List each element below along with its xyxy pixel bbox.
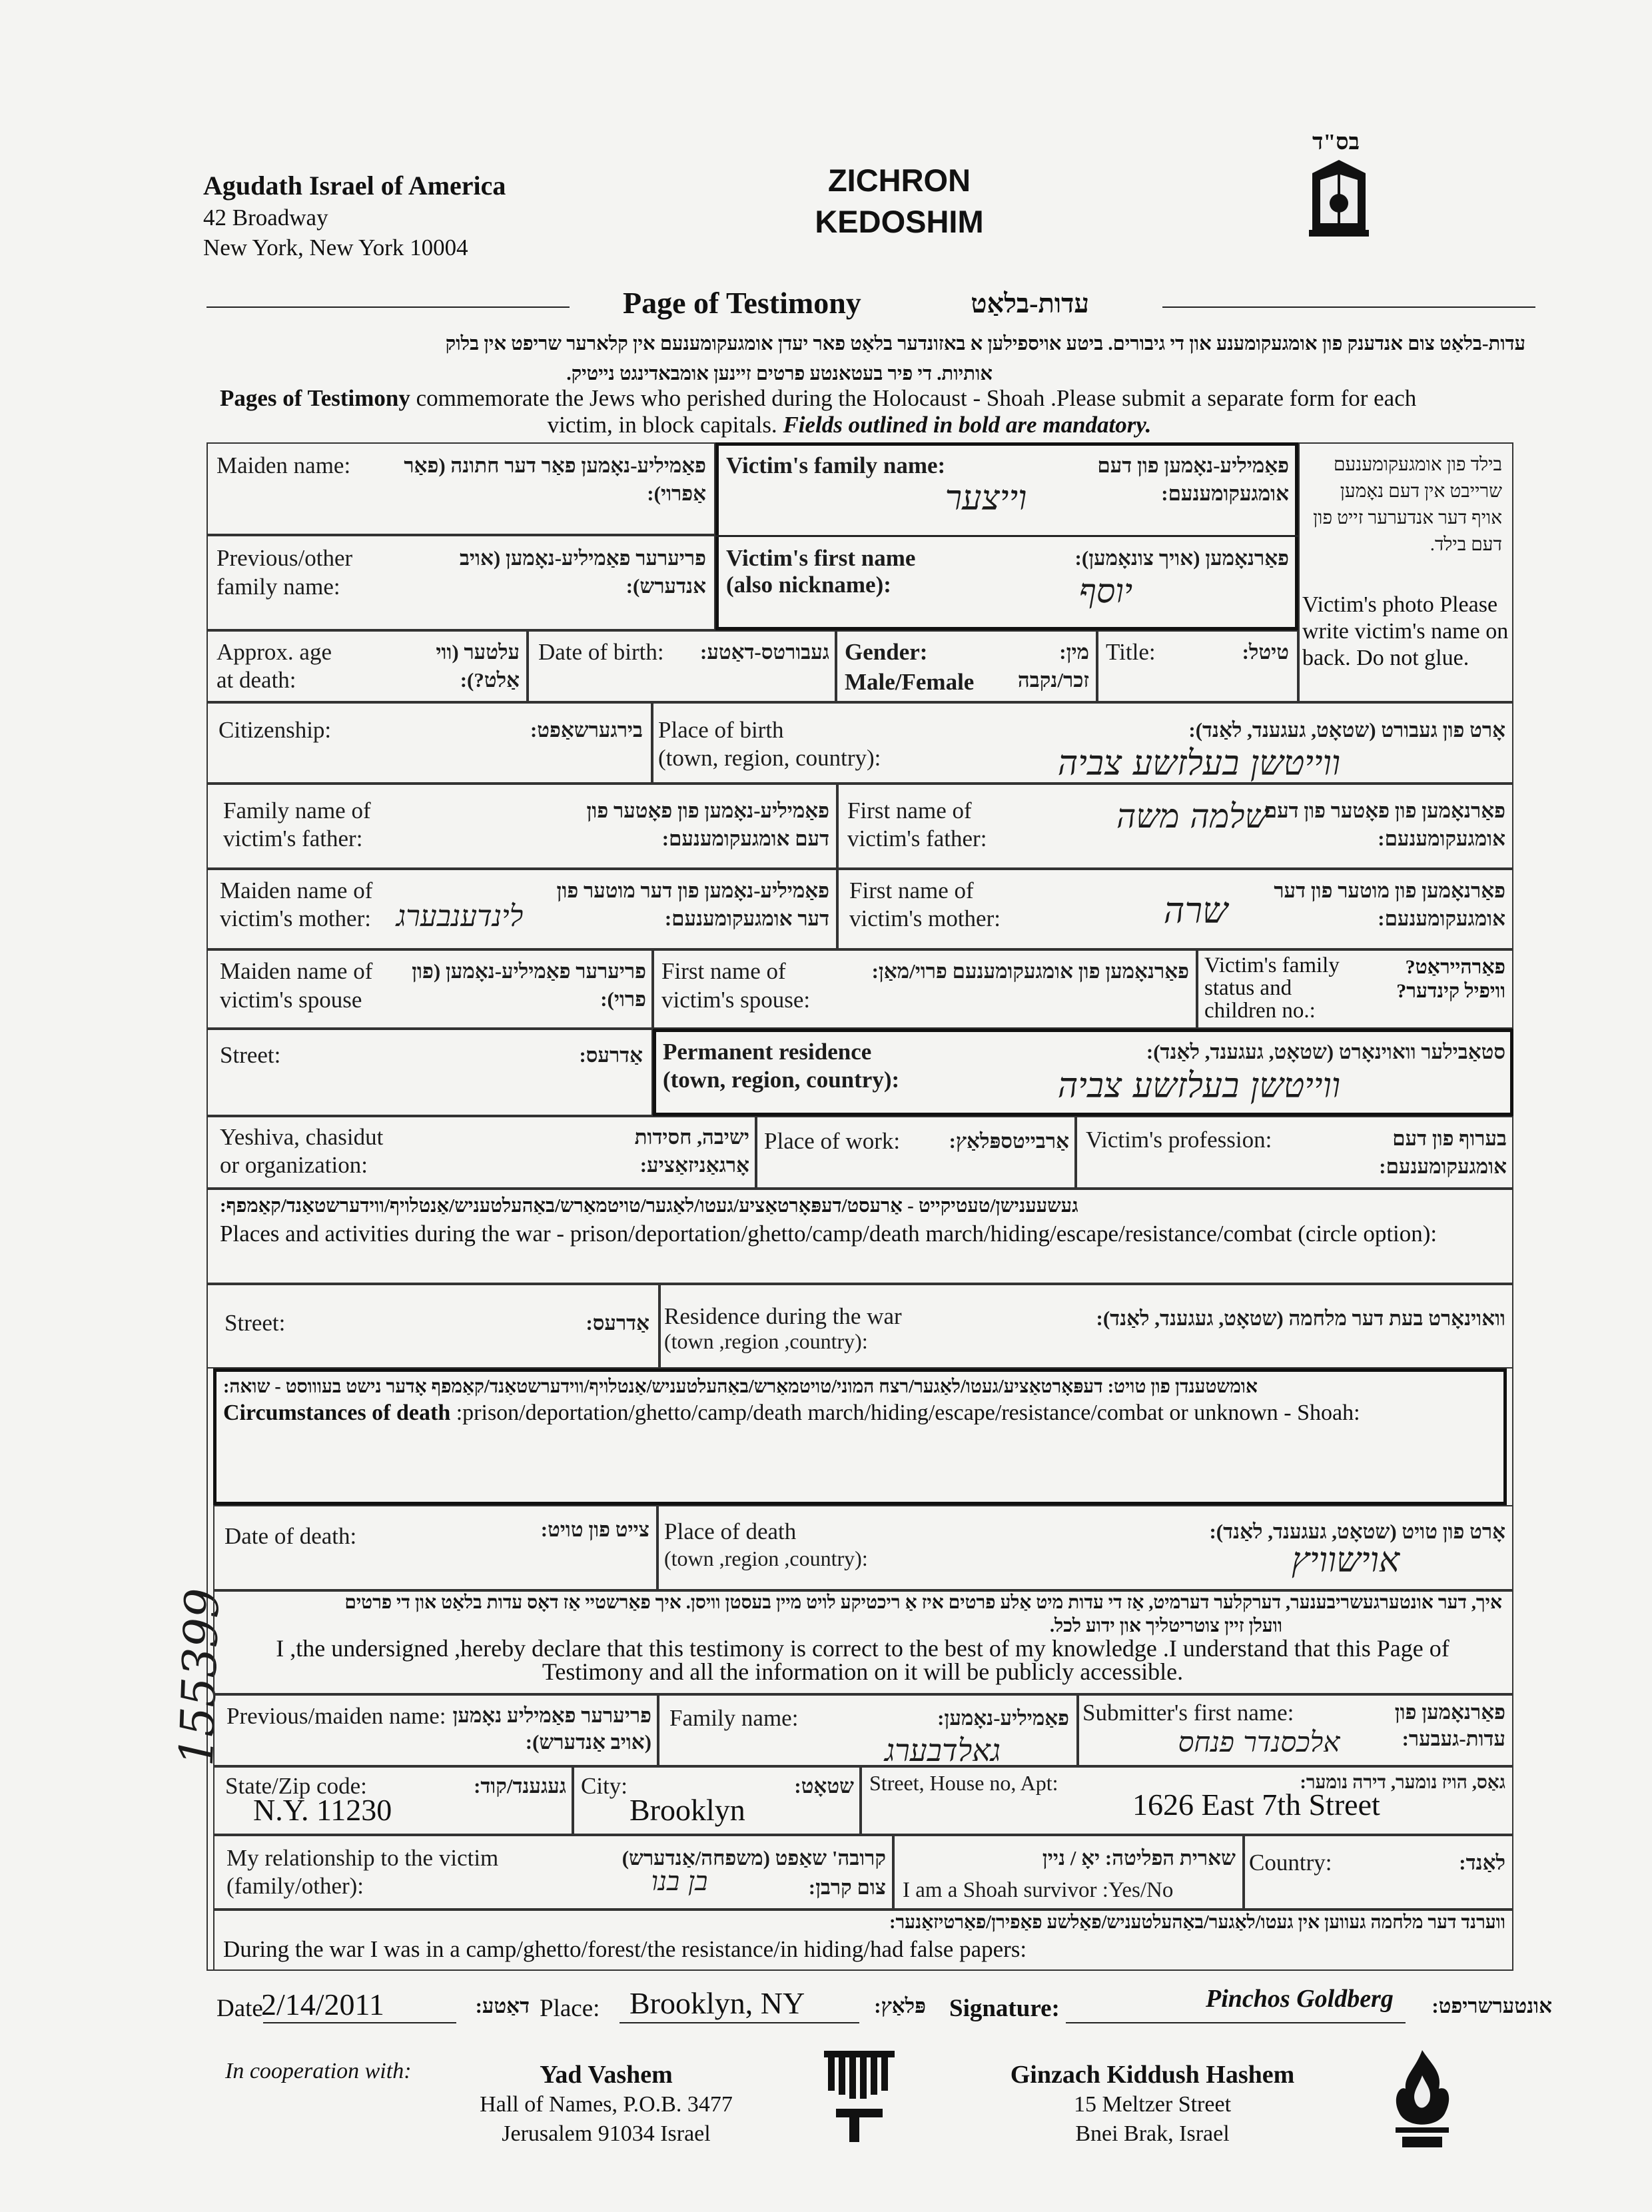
- place-of-work-label: Place of work:: [764, 1128, 901, 1154]
- yeshiva-hebrew: ישיבה, חסידות אָרגאַניזאַציע:: [634, 1125, 749, 1177]
- page-title-hebrew: עדות-בלאַט: [971, 288, 1089, 318]
- relationship-label1: My relationship to the victim: [226, 1845, 499, 1871]
- state-zip-hebrew: געגענד/קוד:: [474, 1774, 566, 1798]
- victim-photo-hebrew: בילד פון אומגעקומענעם שרייבט אין דעם נאָמען אויף דער אנדערער זייט פון דעם בילד.: [1313, 454, 1502, 555]
- title-zichron: ZICHRON: [827, 163, 971, 198]
- date-of-death-label: Date of death:: [224, 1523, 357, 1549]
- place-of-birth-label1: Place of birth: [658, 717, 784, 743]
- submitter-war-label: During the war I was in a camp/ghetto/forest/the resistance/in hiding/had false papers:: [223, 1936, 1027, 1962]
- title-hebrew: טיטל:: [1242, 640, 1289, 664]
- signature-value[interactable]: Pinchos Goldberg: [1206, 1985, 1394, 2013]
- city-value[interactable]: Brooklyn: [629, 1793, 745, 1827]
- relationship-hebrew1: קרובה' שאַפט (משפחה/אַנדערש): [621, 1846, 886, 1870]
- country-label: Country:: [1249, 1850, 1332, 1876]
- date-label: Date: [216, 1995, 263, 2022]
- spouse-maiden-name-label1: Maiden name of: [220, 958, 373, 984]
- place-of-death-label1: Place of death: [664, 1518, 797, 1544]
- citizenship-label: Citizenship:: [218, 717, 332, 743]
- war-residence-hebrew: וואוינאָרט בעת דער מלחמה (שטאָט, געגענד, לאַנד):: [1096, 1307, 1505, 1330]
- intro-hebrew-line2: אותיות. די פיר בעטאנטע פרטים זיינען אומבאדינגט נייטיק.: [566, 363, 993, 384]
- cooperation-label: In cooperation with:: [225, 2059, 412, 2083]
- mother-first-name-label1: First name of: [849, 877, 974, 903]
- submitter-first-name-label: Submitter's first name:: [1082, 1700, 1294, 1726]
- ginzach-flame-logo-icon: [1386, 2049, 1459, 2152]
- war-activities-label: Places and activities during the war - prison/deportation/ghetto/camp/death march/hiding/escape/resistance/combat (circle option):: [220, 1221, 1438, 1247]
- mother-first-name-hebrew: פאַרנאָמען פון מוטער פון דער אומגעקומענעם:: [1274, 879, 1505, 930]
- spouse-maiden-name-label2: victim's spouse: [220, 987, 362, 1013]
- father-first-name-value[interactable]: שלמה משה: [1116, 797, 1268, 835]
- permanent-residence-label2: (town, region, country):: [663, 1067, 900, 1093]
- family-status-hebrew: פאַרהייראַט? וויפיל קינדער?: [1396, 956, 1505, 1002]
- submitter-family-name-hebrew: פאַמיליע-נאָמען:: [937, 1706, 1069, 1730]
- previous-family-name-label1: Previous/other: [216, 545, 353, 571]
- gender-hebrew: מין: זכר/נקבה: [1017, 640, 1089, 692]
- place-of-birth-hebrew: אָרט פון געבורט (שטאָט, געגענד, לאַנד):: [1188, 718, 1505, 742]
- circumstances-hebrew: אומשטענדן פון טויט: דעפּאָרטאַציע/געטו/לאַגער/רצח המוני/טויטמאַרש/באַהעלטעניש/אַנטלויף/ווידערשטאַנד/קאַמפף אָדער נישט בעוווסט - שואה:: [223, 1377, 1258, 1397]
- permanent-residence-label1: Permanent residence: [663, 1039, 872, 1065]
- circumstances-label: Circumstances of death :prison/deportation/ghetto/camp/death march/hiding/escape/resistance/combat or unknown - Shoah:: [223, 1400, 1360, 1425]
- street-hebrew: אַדרעס:: [579, 1043, 643, 1067]
- age-label1: Approx. age: [216, 639, 332, 665]
- submitter-street-label: Street, House no, Apt:: [869, 1771, 1058, 1795]
- submitter-street-value[interactable]: 1626 East 7th Street: [1132, 1788, 1380, 1822]
- signature-hebrew: אונטערשריפט:: [1432, 1994, 1552, 2017]
- yad-vashem-address1: Hall of Names, P.O.B. 3477: [480, 2092, 733, 2117]
- declaration-hebrew-line1: איך, דער אונטערגעשריבענער, דערקלער דערמיט, אַז די עדות מיט אַלע פרטים איז אַ ריכטיקע לויט מיין בעסטן וויסן. איך פאַרשטיי אַז דאָס עדות בלאַט און די פרטים: [344, 1592, 1502, 1613]
- page-title: Page of Testimony: [623, 286, 861, 320]
- father-family-name-hebrew: פאַמיליע-נאָמען פון פאָטער פון דעם אומגעקומענעם:: [586, 799, 829, 850]
- mother-maiden-name-value[interactable]: לינדענבערג: [396, 899, 524, 933]
- place-of-death-label2: (town ,region ,country):: [664, 1546, 868, 1570]
- father-first-name-label2: victim's father:: [847, 826, 987, 851]
- place-of-work-hebrew: אַרבייטספּלאַץ:: [949, 1129, 1069, 1153]
- place-of-death-value[interactable]: אוישוויץ: [1291, 1540, 1400, 1580]
- ginzach-address2: Bnei Brak, Israel: [1075, 2121, 1230, 2146]
- permanent-residence-value[interactable]: ווייטשן בעלזשע צביה: [1057, 1066, 1341, 1106]
- signature-label: Signature:: [949, 1995, 1060, 2022]
- submitter-family-name-label: Family name:: [669, 1705, 799, 1731]
- father-first-name-hebrew: פאַרנאָמען פון פאָטער פון דעם אומגעקומענעם:: [1264, 799, 1505, 850]
- relationship-hebrew2: צום קרבן:: [808, 1876, 886, 1899]
- war-street-hebrew: אַדרעס:: [586, 1311, 649, 1335]
- relationship-value[interactable]: בן בנו: [651, 1866, 708, 1897]
- yeshiva-label1: Yeshiva, chasidut: [220, 1124, 384, 1150]
- gender-label2: Male/Female: [845, 669, 975, 695]
- spouse-maiden-name-hebrew: פריערער פאַמיליע-נאָמען (פון פרוי):: [412, 959, 646, 1011]
- ginzach-name: Ginzach Kiddush Hashem: [1010, 2061, 1295, 2089]
- victim-first-name-label2: (also nickname):: [726, 572, 891, 598]
- relationship-label2: (family/other):: [226, 1873, 364, 1899]
- father-first-name-label1: First name of: [847, 798, 972, 824]
- victim-family-name-label: Victim's family name:: [726, 452, 946, 478]
- org-name: Agudath Israel of America: [203, 171, 506, 201]
- state-zip-value[interactable]: N.Y. 11230: [253, 1793, 392, 1827]
- spouse-first-name-hebrew: פאַרנאָמען פון אומגעקומענעם פרוי/מאַן:: [871, 959, 1189, 983]
- place-of-death-hebrew: אָרט פון טויט (שטאָט, געגענד, לאַנד):: [1209, 1520, 1505, 1543]
- submitter-previous-name-label: Previous/maiden name:: [226, 1703, 446, 1729]
- header-rule-left: [206, 306, 570, 308]
- declaration-english-line2: Testimony and all the information on it will be publicly accessible.: [542, 1658, 1184, 1685]
- spouse-first-name-label2: victim's spouse:: [661, 987, 811, 1013]
- bsd-mark: בס"ד: [1312, 130, 1360, 155]
- date-hebrew: דאַטע:: [475, 1994, 530, 2017]
- family-status-label: Victim's family status and children no.:: [1204, 953, 1340, 1023]
- profession-label: Victim's profession:: [1086, 1127, 1272, 1153]
- submitter-previous-name-hebrew: פריערער פאַמיליע נאָמען (אויב אַנדערש):: [452, 1704, 651, 1754]
- mother-maiden-name-label2: victim's mother:: [220, 905, 371, 931]
- yad-vashem-address2: Jerusalem 91034 Israel: [502, 2121, 711, 2146]
- yad-vashem-name: Yad Vashem: [540, 2061, 673, 2089]
- place-of-birth-label2: (town, region, country):: [658, 745, 881, 771]
- submitter-family-name-value[interactable]: גאלדבערג: [884, 1732, 1001, 1768]
- gender-label1: Gender:: [845, 639, 928, 665]
- declaration-hebrew-line2: וועלן זיין צוטריטליך און ידוע לכל.: [1050, 1616, 1282, 1636]
- war-residence-label1: Residence during the war: [664, 1303, 902, 1329]
- war-activities-hebrew: געשעענישן/טעטיקייט - אַרעסט/דעפּאָרטאַציע/געטו/לאַגער/טויטמאַרש/באַהעלטעניש/אַנטלויף/ווידערשטאַנד/קאַמפף:: [220, 1195, 1078, 1217]
- maiden-name-label: Maiden name:: [216, 452, 351, 478]
- date-underline: [263, 2022, 456, 2023]
- street-label: Street:: [220, 1042, 281, 1068]
- place-hebrew: פּלאַץ:: [874, 1994, 926, 2017]
- state-zip-label: State/Zip code:: [225, 1773, 367, 1799]
- submitter-street-hebrew: גאַס, הויז נומער, דירה נומער:: [1300, 1772, 1505, 1793]
- permanent-residence-hebrew: סטאַבילער וואוינאָרט (שטאָט, געגענד, לאַנד):: [1146, 1040, 1505, 1063]
- victim-family-name-value[interactable]: וייצער: [945, 478, 1027, 518]
- age-label2: at death:: [216, 667, 296, 693]
- victim-names-divider: [715, 535, 1298, 537]
- spouse-first-name-label1: First name of: [661, 958, 786, 984]
- submitter-first-name-value[interactable]: אלכסנדר פנחס: [1178, 1726, 1340, 1758]
- city-label: City:: [581, 1773, 628, 1799]
- agudah-logo-icon: [1306, 160, 1372, 240]
- date-of-death-hebrew: צייט פון טויט:: [540, 1518, 649, 1541]
- war-street-label: Street:: [224, 1310, 286, 1336]
- place-of-birth-value[interactable]: ווייטשן בעלזשע צביה: [1057, 744, 1341, 784]
- previous-family-name-label2: family name:: [216, 574, 340, 600]
- margin-handwritten-number: 155399: [169, 1587, 230, 1768]
- place-underline: [620, 2022, 859, 2023]
- title-label: Title:: [1106, 639, 1156, 665]
- org-address-line1: 42 Broadway: [203, 205, 328, 231]
- intro-english-line2: victim, in block capitals. Fields outlined in bold are mandatory.: [547, 412, 1152, 438]
- intro-english-line1: Pages of Testimony commemorate the Jews who perished during the Holocaust - Shoah .Please submit a separate form for each: [220, 385, 1417, 411]
- age-hebrew: עלטער (ווי אַלט?):: [436, 640, 520, 692]
- mother-first-name-value[interactable]: שרה: [1163, 889, 1228, 931]
- submitter-first-name-hebrew: פאַרנאָמען פון עדות-געבער:: [1394, 1700, 1505, 1750]
- mother-maiden-name-hebrew: פאַמיליע-נאָמען פון דער מוטער פון דער אומגעקומענעם:: [556, 879, 829, 930]
- place-value[interactable]: Brooklyn, NY: [629, 1986, 805, 2020]
- victim-first-name-value[interactable]: יוסף: [1078, 572, 1133, 610]
- place-label: Place:: [540, 1995, 600, 2022]
- date-of-birth-label: Date of birth:: [538, 639, 664, 665]
- profession-hebrew: בערוף פון דעם אומגעקומענעם:: [1379, 1127, 1507, 1178]
- city-hebrew: שטאָט:: [794, 1774, 854, 1798]
- war-residence-label2: (town ,region ,country):: [664, 1329, 868, 1353]
- victim-family-name-hebrew: פאַמיליע-נאָמען פון דעם אומגעקומענעם:: [1097, 454, 1289, 505]
- submitter-war-hebrew: ווערנד דער מלחמה געווען אין געטו/לאַגער/באַהעלטעניש/פאַלשע פאַפירן/פאַרטיזאַנער:: [889, 1912, 1505, 1933]
- header-rule-right: [1162, 306, 1535, 308]
- mother-maiden-name-label1: Maiden name of: [220, 877, 373, 903]
- mother-first-name-label2: victim's mother:: [849, 905, 1001, 931]
- father-family-name-label1: Family name of: [223, 798, 371, 824]
- intro-hebrew-line1: עדות-בלאַט צום אנדענק פון אומגעקומענע און די גיבורים. ביטע אויספילען א באזונדער בלאַט פאר יעדן אומגעקומענעם אין קלארער שריפט אין בלוק: [445, 333, 1525, 354]
- survivor-hebrew: שארית הפליטה: יאָ / ניין: [1042, 1846, 1236, 1870]
- maiden-name-hebrew: פאַמיליע-נאָמען פאַר דער חתונה (פאַר אַפרוי):: [404, 454, 706, 505]
- citizenship-hebrew: בירגערשאַפט:: [530, 718, 643, 742]
- survivor-label: I am a Shoah survivor :Yes/No: [903, 1878, 1174, 1902]
- victim-first-name-label1: Victim's first name: [726, 545, 916, 571]
- previous-family-name-hebrew: פריערער פאַמיליע-נאָמען (אויב אנדערש):: [459, 546, 706, 598]
- yeshiva-label2: or organization:: [220, 1152, 368, 1178]
- country-hebrew: לאַנד:: [1459, 1851, 1505, 1874]
- father-family-name-label2: victim's father:: [223, 826, 363, 851]
- victim-photo-instructions: Victim's photo Please write victim's name on back. Do not glue.: [1302, 592, 1509, 670]
- title-kedoshim: KEDOSHIM: [815, 204, 984, 239]
- victim-first-name-hebrew: פאַרנאָמען (אויך צונאָמען):: [1074, 546, 1289, 570]
- date-value[interactable]: 2/14/2011: [261, 1987, 384, 2021]
- yad-vashem-logo-icon: [823, 2045, 896, 2145]
- date-of-birth-hebrew: געבורטס-דאַטע:: [700, 640, 829, 664]
- org-address-line2: New York, New York 10004: [203, 235, 468, 261]
- declaration-english-line1: I ,the undersigned ,hereby declare that this testimony is correct to the best of my knowledge .I understand that this Page of: [276, 1635, 1449, 1662]
- signature-underline: [1066, 2022, 1406, 2023]
- ginzach-address1: 15 Meltzer Street: [1073, 2092, 1232, 2117]
